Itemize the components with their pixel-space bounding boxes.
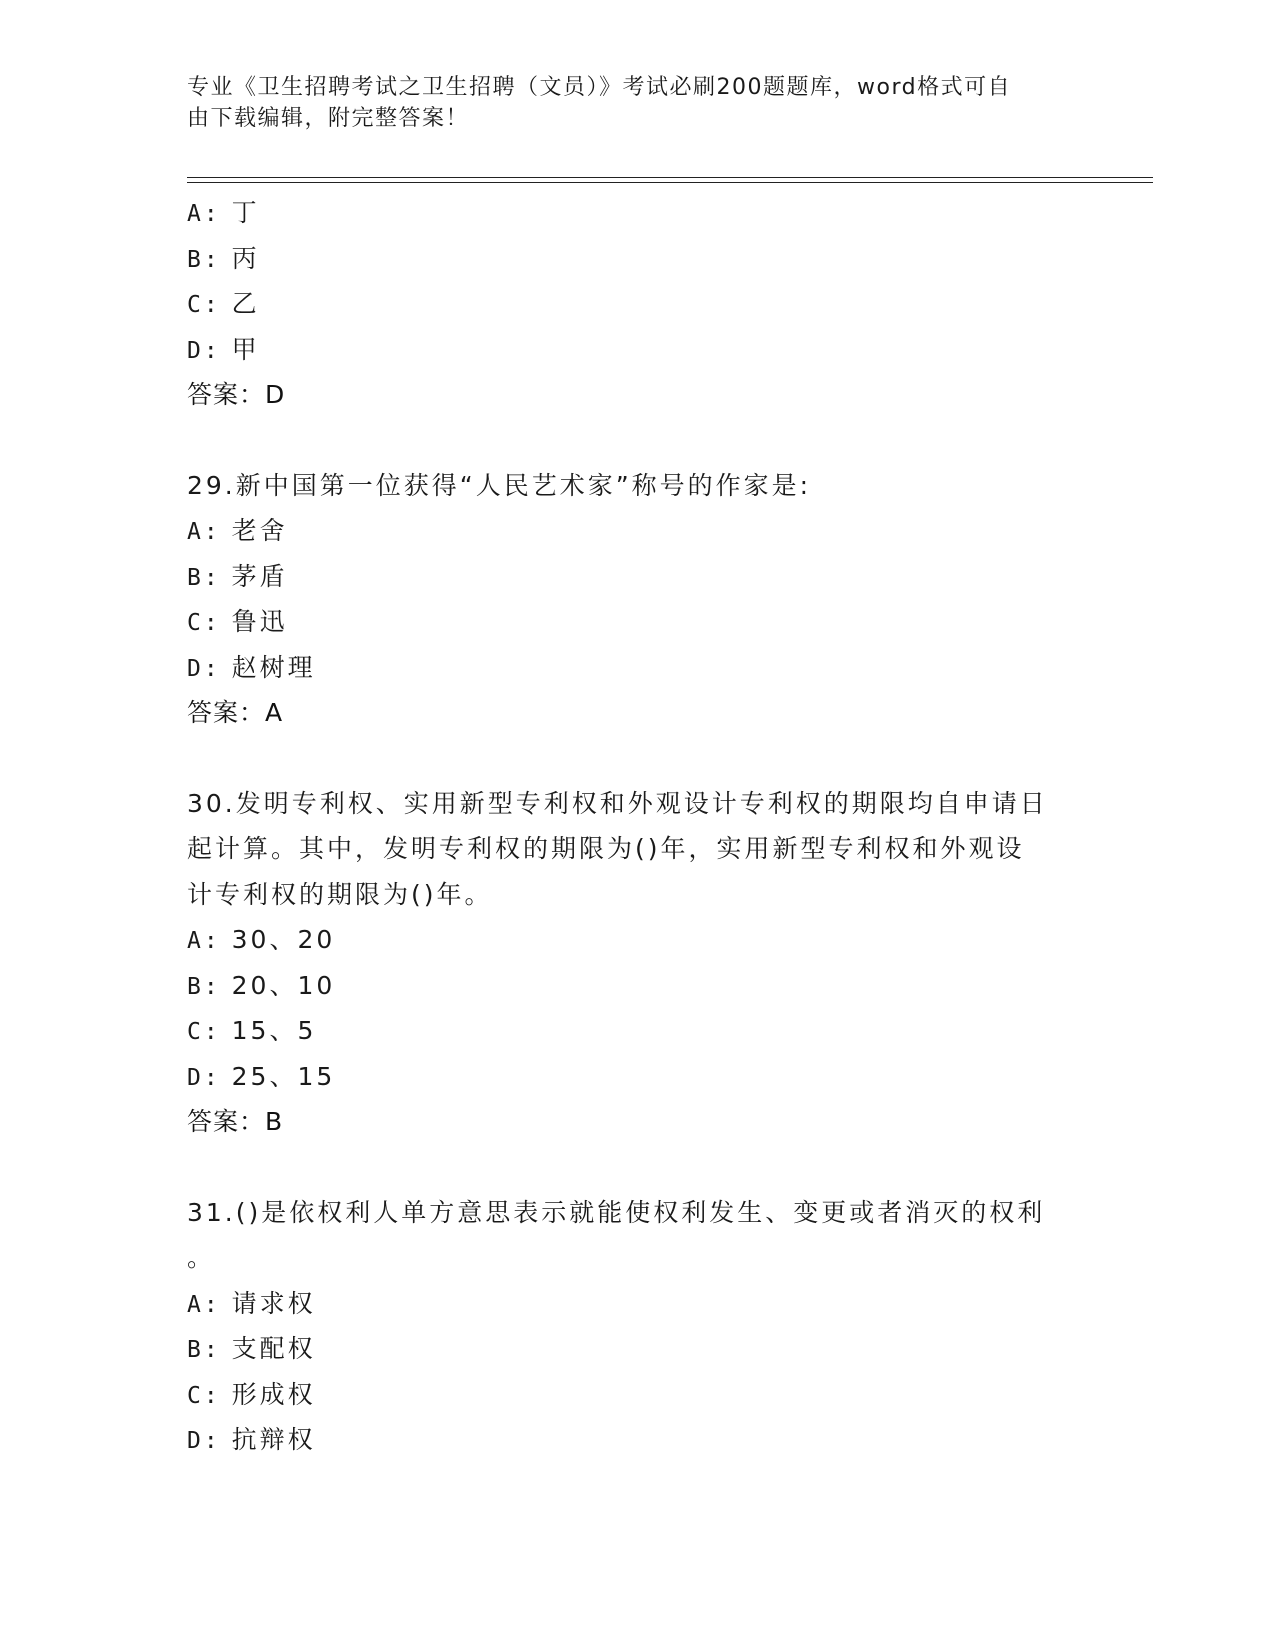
option-text: 鲁迅 — [231, 607, 288, 636]
option-letter: D: — [187, 655, 221, 682]
option-d — [187, 327, 1087, 373]
question-28 — [187, 190, 1087, 418]
question-text-line-2: 起计算。其中，发明专利权的期限为()年，实用新型专利权和外观设 — [187, 834, 1025, 863]
option-b — [187, 236, 1087, 282]
question-text-line-1: 30.发明专利权、实用新型专利权和外观设计专利权的期限均自申请日 — [187, 788, 1048, 818]
answer-line: 答案：D — [187, 380, 286, 409]
option-text: 15、5 — [231, 1016, 317, 1045]
option-letter: A: — [187, 928, 221, 954]
spacer — [187, 736, 1087, 781]
option-d — [187, 645, 1087, 691]
option-c — [187, 1372, 1087, 1418]
option-a — [187, 508, 1087, 554]
answer-line: 答案：A — [187, 698, 284, 727]
option-letter: C: — [187, 292, 221, 318]
option-text: 30、20 — [231, 925, 336, 954]
option-b — [187, 963, 1087, 1009]
question-31 — [187, 1190, 1087, 1463]
option-text: 请求权 — [231, 1288, 316, 1318]
option-letter: A: — [187, 201, 221, 227]
option-text: 20、10 — [231, 970, 336, 1000]
option-text: 甲 — [231, 334, 260, 364]
option-letter: D: — [187, 1428, 221, 1454]
option-letter: B: — [187, 973, 221, 1000]
option-letter: B: — [187, 246, 221, 273]
option-text: 老舍 — [231, 516, 288, 545]
answer-line: 答案：B — [187, 1107, 284, 1136]
option-a — [187, 917, 1087, 963]
option-letter: B: — [187, 1337, 221, 1363]
option-text: 抗辩权 — [231, 1425, 316, 1454]
question-text: 29.新中国第一位获得“人民艺术家”称号的作家是: — [187, 470, 812, 500]
option-text: 支配权 — [231, 1334, 316, 1363]
question-list — [187, 190, 1087, 1463]
spacer — [187, 418, 1087, 463]
document-header — [187, 72, 1067, 134]
option-letter: C: — [187, 1019, 221, 1045]
option-letter: A: — [187, 519, 221, 545]
option-a — [187, 1281, 1087, 1327]
option-text: 形成权 — [231, 1379, 316, 1409]
option-a — [187, 190, 1087, 236]
question-text-line-3: 计专利权的期限为()年。 — [187, 879, 493, 909]
header-divider-top — [187, 177, 1153, 178]
option-letter: C: — [187, 610, 221, 636]
option-d — [187, 1417, 1087, 1463]
question-text-line-2: 。 — [187, 1243, 216, 1272]
spacer — [187, 1145, 1087, 1190]
option-text: 丁 — [231, 198, 260, 227]
header-title-line-2: 由下载编辑，附完整答案！ — [187, 106, 470, 131]
option-letter: D: — [187, 337, 221, 364]
option-b — [187, 1326, 1087, 1372]
header-divider-bottom — [187, 182, 1153, 183]
question-text-line-1: 31.()是依权利人单方意思表示就能使权利发生、变更或者消灭的权利 — [187, 1197, 1046, 1227]
option-c — [187, 599, 1087, 645]
option-text: 乙 — [231, 289, 260, 318]
option-c — [187, 281, 1087, 327]
option-letter: D: — [187, 1064, 221, 1091]
question-30 — [187, 781, 1087, 1145]
question-29 — [187, 463, 1087, 736]
option-text: 25、15 — [231, 1061, 336, 1091]
option-letter: C: — [187, 1382, 221, 1409]
option-d — [187, 1054, 1087, 1100]
option-b — [187, 554, 1087, 600]
option-text: 丙 — [231, 243, 260, 273]
option-c — [187, 1008, 1087, 1054]
option-letter: A: — [187, 1291, 221, 1318]
option-text: 茅盾 — [231, 561, 288, 591]
header-title-line-1: 专业《卫生招聘考试之卫生招聘（文员）》考试必刷200题题库，word格式可自 — [187, 75, 1012, 100]
option-text: 赵树理 — [231, 652, 316, 682]
option-letter: B: — [187, 564, 221, 591]
